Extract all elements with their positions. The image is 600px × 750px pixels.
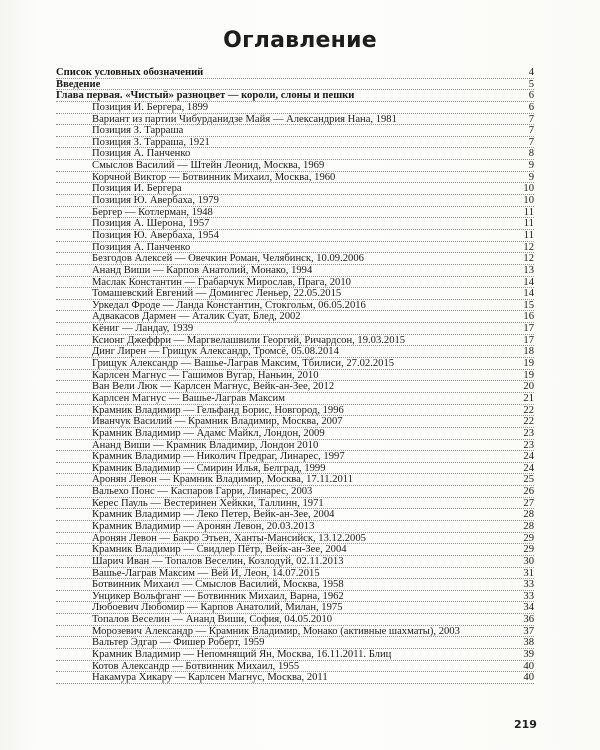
toc-entry: [56, 381, 534, 393]
toc-entry: [56, 405, 534, 417]
toc-entry-title: Кёниг — Ландау, 1939: [92, 323, 194, 335]
toc-entry: [56, 335, 534, 347]
toc-entry: [56, 614, 534, 626]
toc-entry-page: 19: [523, 358, 534, 370]
toc-entry: [56, 591, 534, 603]
toc-entry-title: Ксионг Джеффри — Маргвелашвили Георгий, Ричардсон, 19.03.2015: [92, 334, 406, 346]
toc-entry-title: Аронян Левон — Крамник Владимир, Москва, 17.11.2011: [92, 474, 353, 486]
toc-entry-title: Уркедал Фроде — Ланда Константин, Стокгольм, 06.05.2016: [92, 299, 366, 311]
toc-entry-page: 14: [523, 288, 534, 300]
toc-entry-title: Морозевич Александр — Крамник Владимир, Монако (активные шахматы), 2003: [92, 625, 460, 637]
toc-entry: [56, 323, 534, 335]
toc-entry: [56, 114, 534, 126]
toc-entry-title: Позиция А. Панченко: [92, 148, 191, 160]
toc-entry: [56, 79, 534, 91]
toc-entry: [56, 474, 534, 486]
toc-entry-title: Позиция Ю. Авербаха, 1979: [92, 195, 219, 207]
toc-entry-page: 33: [523, 579, 534, 591]
toc-entry: [56, 661, 534, 673]
toc-entry: [56, 509, 534, 521]
toc-entry: [56, 626, 534, 638]
toc-entry-title: Введение: [56, 78, 101, 90]
toc-entry-page: 25: [523, 474, 534, 486]
toc-entry-title: Смыслов Василий — Штейн Леонид, Москва, 1969: [92, 160, 325, 172]
toc-entry-page: 20: [523, 381, 534, 393]
toc-entry-title: Шарич Иван — Топалов Веселин, Козлодуй, 02.11.2013: [92, 555, 344, 567]
toc-entry-title: Крамник Владимир — Николич Предраг, Линарес, 1997: [92, 451, 345, 463]
toc-entry-page: 22: [523, 416, 534, 428]
toc-entry-title: Позиция Ю. Авербаха, 1954: [92, 229, 219, 241]
toc-entry-title: Грищук Александр — Вашье-Лаграв Максим, Тбилиси, 27.02.2015: [92, 358, 395, 370]
toc-entry: [56, 288, 534, 300]
toc-entry-title: Адвакасов Дармен — Аталик Суат, Блед, 2002: [92, 311, 301, 323]
toc-entry-title: Крамник Владимир — Непомнящий Ян, Москва, 16.11.2011. Блиц: [92, 649, 392, 661]
toc-entry: [56, 183, 534, 195]
toc-entry-title: Накамура Хикару — Карлсен Магнус, Москва, 2011: [92, 672, 328, 684]
toc-entry-title: Позиция И. Бергера, 1899: [92, 101, 209, 113]
table-of-contents: [56, 67, 534, 684]
page-title: Оглавление: [223, 28, 377, 53]
toc-entry-page: 33: [523, 590, 534, 602]
toc-entry-page: 17: [523, 323, 534, 335]
toc-entry: [56, 346, 534, 358]
toc-entry: [56, 579, 534, 591]
toc-entry: [56, 160, 534, 172]
toc-entry-page: 12: [523, 253, 534, 265]
toc-entry: [56, 277, 534, 289]
toc-entry-title: Вариант из партии Чибурданидзе Майя — Александрия Нана, 1981: [92, 113, 397, 125]
toc-entry: [56, 649, 534, 661]
toc-entry-title: Позиция З. Тарраша, 1921: [92, 136, 210, 148]
toc-entry-title: Крамник Владимир — Смирин Илья, Белград, 1999: [92, 462, 326, 474]
toc-entry-page: 9: [528, 160, 534, 172]
toc-entry-page: 11: [523, 206, 534, 218]
toc-entry-page: 7: [528, 113, 534, 125]
toc-entry-page: 23: [523, 427, 534, 439]
toc-entry-page: 10: [523, 195, 534, 207]
toc-entry-page: 6: [528, 101, 534, 113]
toc-entry-page: 29: [523, 544, 534, 556]
toc-entry: [56, 451, 534, 463]
toc-entry-title: Томашевский Евгений — Домингес Леньер, 22.05.2015: [92, 288, 342, 300]
toc-entry: [56, 393, 534, 405]
toc-entry-page: 15: [523, 299, 534, 311]
toc-entry-page: 26: [523, 486, 534, 498]
toc-entry: [56, 172, 534, 184]
toc-entry-page: 38: [523, 637, 534, 649]
toc-entry-title: Иванчук Василий — Крамник Владимир, Москва, 2007: [92, 416, 343, 428]
toc-entry-title: Карлсен Магнус — Гашимов Вугар, Наньин, 2010: [92, 369, 319, 381]
toc-entry-page: 31: [523, 567, 534, 579]
toc-entry-title: Безгодов Алексей — Овечкин Роман, Челябинск, 10.09.2006: [92, 253, 364, 265]
toc-entry-title: Керес Пауль — Вестеринен Хейкки, Таллинн, 1971: [92, 497, 324, 509]
toc-entry: [56, 463, 534, 475]
toc-entry-page: 9: [528, 171, 534, 183]
toc-entry-title: Вашье-Лаграв Максим — Вей И, Леон, 14.07.2015: [92, 567, 320, 579]
toc-entry-page: 28: [523, 509, 534, 521]
toc-entry-page: 5: [528, 78, 534, 90]
toc-entry: [56, 67, 534, 79]
toc-entry-title: Вальтер Эдгар — Фишер Роберт, 1959: [92, 637, 265, 649]
toc-entry-title: Позиция И. Бергера: [92, 183, 182, 195]
toc-entry-page: 6: [528, 90, 534, 102]
toc-entry: [56, 498, 534, 510]
toc-entry: [56, 148, 534, 160]
toc-entry: [56, 311, 534, 323]
toc-entry-title: Маслак Константин — Грабарчук Мирослав, Прага, 2010: [92, 276, 351, 288]
toc-entry-title: Ботвинник Михаил — Смыслов Василий, Москва, 1958: [92, 579, 344, 591]
page-number: 219: [514, 718, 537, 731]
toc-entry: [56, 370, 534, 382]
toc-entry-title: Позиция З. Тарраша: [92, 125, 184, 137]
toc-entry-page: 40: [523, 672, 534, 684]
toc-entry-page: 16: [523, 311, 534, 323]
toc-entry-title: Крамник Владимир — Аронян Левон, 20.03.2013: [92, 520, 315, 532]
toc-entry-page: 28: [523, 520, 534, 532]
toc-entry-page: 17: [523, 334, 534, 346]
toc-entry-page: 12: [523, 241, 534, 253]
toc-entry-title: Ананд Виши — Карпов Анатолий, Монако, 1994: [92, 264, 313, 276]
toc-entry: [56, 218, 534, 230]
toc-entry: [56, 486, 534, 498]
toc-entry-page: 34: [523, 602, 534, 614]
toc-entry-title: Унцикер Вольфганг — Ботвинник Михаил, Варна, 1962: [92, 590, 344, 602]
toc-entry-title: Список условных обозначений: [56, 67, 204, 78]
toc-entry: [56, 265, 534, 277]
toc-entry: [56, 137, 534, 149]
toc-entry: [56, 602, 534, 614]
toc-entry: [56, 230, 534, 242]
toc-entry-title: Динг Лирен — Грищук Александр, Тромсё, 05.08.2014: [92, 346, 339, 358]
toc-entry: [56, 358, 534, 370]
toc-entry: [56, 102, 534, 114]
toc-entry: [56, 544, 534, 556]
toc-entry-title: Топалов Веселин — Ананд Виши, София, 04.05.2010: [92, 614, 333, 626]
toc-entry-title: Позиция А. Шерона, 1957: [92, 218, 210, 230]
toc-entry-page: 13: [523, 264, 534, 276]
toc-entry: [56, 533, 534, 545]
toc-entry: [56, 416, 534, 428]
toc-entry-title: Котов Александр — Ботвинник Михаил, 1955: [92, 660, 300, 672]
toc-entry-title: Крамник Владимир — Адамс Майкл, Лондон, 2009: [92, 427, 325, 439]
toc-entry: [56, 242, 534, 254]
toc-entry-page: 40: [523, 660, 534, 672]
toc-entry: [56, 90, 534, 102]
toc-entry: [56, 521, 534, 533]
toc-entry-page: 29: [523, 532, 534, 544]
toc-entry: [56, 195, 534, 207]
toc-entry: [56, 207, 534, 219]
toc-entry-page: 23: [523, 439, 534, 451]
toc-entry-page: 10: [523, 183, 534, 195]
toc-entry-title: Крамник Владимир — Леко Петер, Вейк-ан-Зее, 2004: [92, 509, 335, 521]
toc-entry-title: Крамник Владимир — Свидлер Пётр, Вейк-ан-Зее, 2004: [92, 544, 347, 556]
toc-entry-title: Карлсен Магнус — Вашье-Лаграв Максим: [92, 392, 285, 404]
toc-entry-page: 27: [523, 497, 534, 509]
toc-entry-page: 21: [523, 392, 534, 404]
toc-entry-page: 7: [528, 125, 534, 137]
toc-entry: [56, 300, 534, 312]
toc-entry-page: 11: [523, 218, 534, 230]
toc-entry-title: Любоевич Любомир — Карпов Анатолий, Милан, 1975: [92, 602, 343, 614]
toc-entry-page: 24: [523, 462, 534, 474]
toc-entry: [56, 637, 534, 649]
toc-entry-page: 11: [523, 229, 534, 241]
toc-entry: [56, 253, 534, 265]
toc-entry-page: 14: [523, 276, 534, 288]
toc-entry-page: 36: [523, 614, 534, 626]
toc-entry-title: Корчной Виктор — Ботвинник Михаил, Москва, 1960: [92, 171, 336, 183]
toc-entry-title: Ананд Виши — Крамник Владимир, Лондон 2010: [92, 439, 319, 451]
toc-entry-page: 7: [528, 136, 534, 148]
toc-entry-page: 30: [523, 555, 534, 567]
toc-entry-title: Позиция А. Панченко: [92, 241, 191, 253]
toc-entry-title: Бергер — Котлерман, 1948: [92, 206, 213, 218]
toc-entry-page: 22: [523, 404, 534, 416]
toc-entry: [56, 556, 534, 568]
toc-entry-page: 4: [528, 67, 534, 78]
toc-entry: [56, 440, 534, 452]
toc-entry: [56, 428, 534, 440]
toc-entry: [56, 125, 534, 137]
toc-entry-title: Глава первая. «Чистый» разноцвет — короли, слоны и пешки: [56, 90, 355, 102]
toc-entry: [56, 672, 534, 684]
toc-entry-page: 24: [523, 451, 534, 463]
toc-entry-page: 8: [528, 148, 534, 160]
toc-entry-title: Аронян Левон — Бакро Этьен, Ханты-Мансийск, 13.12.2005: [92, 532, 366, 544]
toc-entry-page: 18: [523, 346, 534, 358]
toc-entry-page: 19: [523, 369, 534, 381]
toc-entry: [56, 568, 534, 580]
toc-entry-title: Ван Вели Люк — Карлсен Магнус, Вейк-ан-Зее, 2012: [92, 381, 335, 393]
toc-entry-page: 39: [523, 649, 534, 661]
toc-entry-title: Вальехо Понс — Каспаров Гарри, Линарес, 2003: [92, 486, 313, 498]
toc-entry-title: Крамник Владимир — Гельфанд Борис, Новгород, 1996: [92, 404, 344, 416]
toc-entry-page: 37: [523, 625, 534, 637]
